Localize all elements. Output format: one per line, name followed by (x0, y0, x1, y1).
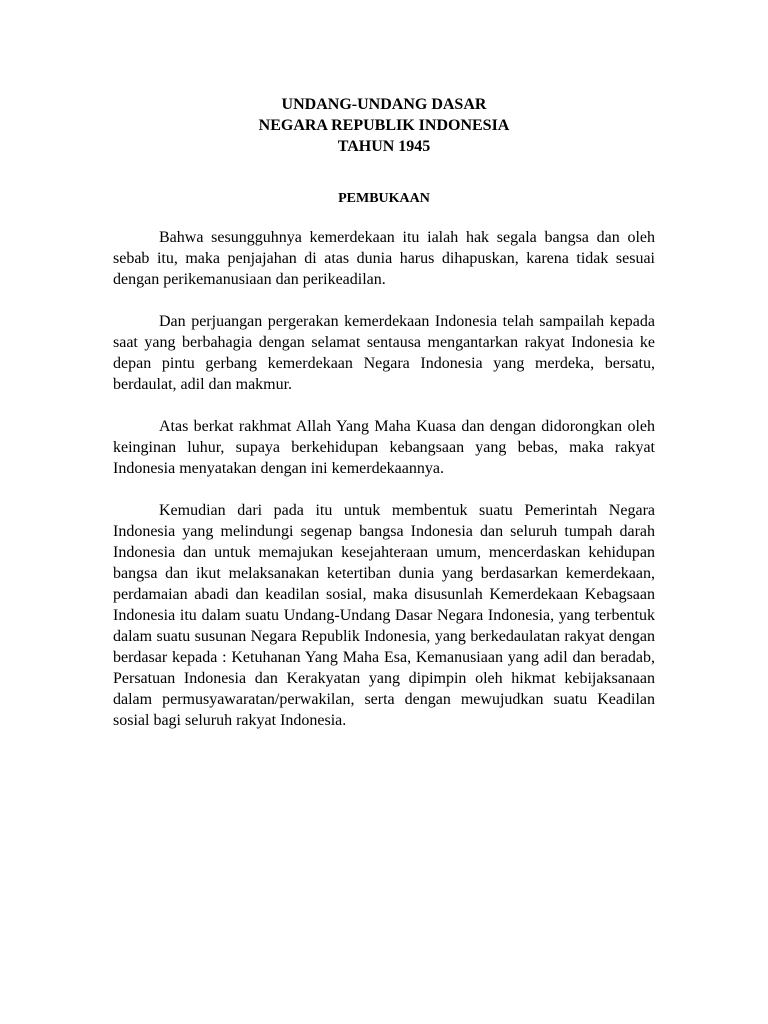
title-line-1: UNDANG-UNDANG DASAR (281, 96, 487, 113)
paragraph-3: Atas berkat rakhmat Allah Yang Maha Kuasa dan dengan didorongkan oleh keinginan luhur, supaya berkehidupan kebangsaan yang bebas, maka rakyat Indonesia menyatakan dengan ini kemerdekaannya. (113, 418, 655, 477)
title-line-2: NEGARA REPUBLIK INDONESIA (258, 117, 510, 134)
paragraph-4: Kemudian dari pada itu untuk membentuk suatu Pemerintah Negara Indonesia yang melindungi segenap bangsa Indonesia dan seluruh tumpah darah Indonesia dan untuk memajukan kesejahteraan umum, mencerdaskan kehidupan bangsa dan ikut melaksanakan ketertiban dunia yang berdasarkan kemerdekaan, perdamaian abadi dan keadilan sosial, maka disusunlah Kemerdekaan Kebagsaan Indonesia itu dalam suatu Undang-Undang Dasar Negara Indonesia, yang terbentuk dalam suatu susunan Negara Republik Indonesia, yang berkedaulatan rakyat dengan berdasar kepada : Ketuhanan Yang Maha Esa, Kemanusiaan yang adil dan beradab, Persatuan Indonesia dan Kerakyatan yang dipimpin oleh hikmat kebijaksanaan dalam permusyawaratan/perwakilan, serta dengan mewujudkan suatu Keadilan sosial bagi seluruh rakyat Indonesia. (113, 502, 655, 729)
body-text (113, 227, 655, 731)
title-line-3: TAHUN 1945 (337, 138, 431, 155)
section-heading: PEMBUKAAN (338, 191, 430, 206)
paragraph-2: Dan perjuangan pergerakan kemerdekaan Indonesia telah sampailah kepada saat yang berbahagia dengan selamat sentausa mengantarkan rakyat Indonesia ke depan pintu gerbang kemerdekaan Negara Indonesia yang merdeka, bersatu, berdaulat, adil dan makmur. (113, 313, 655, 393)
document-title (113, 94, 655, 157)
paragraph-1: Bahwa sesungguhnya kemerdekaan itu ialah hak segala bangsa dan oleh sebab itu, maka penjajahan di atas dunia harus dihapuskan, karena tidak sesuai dengan perikemanusiaan dan perikeadilan. (113, 229, 655, 288)
